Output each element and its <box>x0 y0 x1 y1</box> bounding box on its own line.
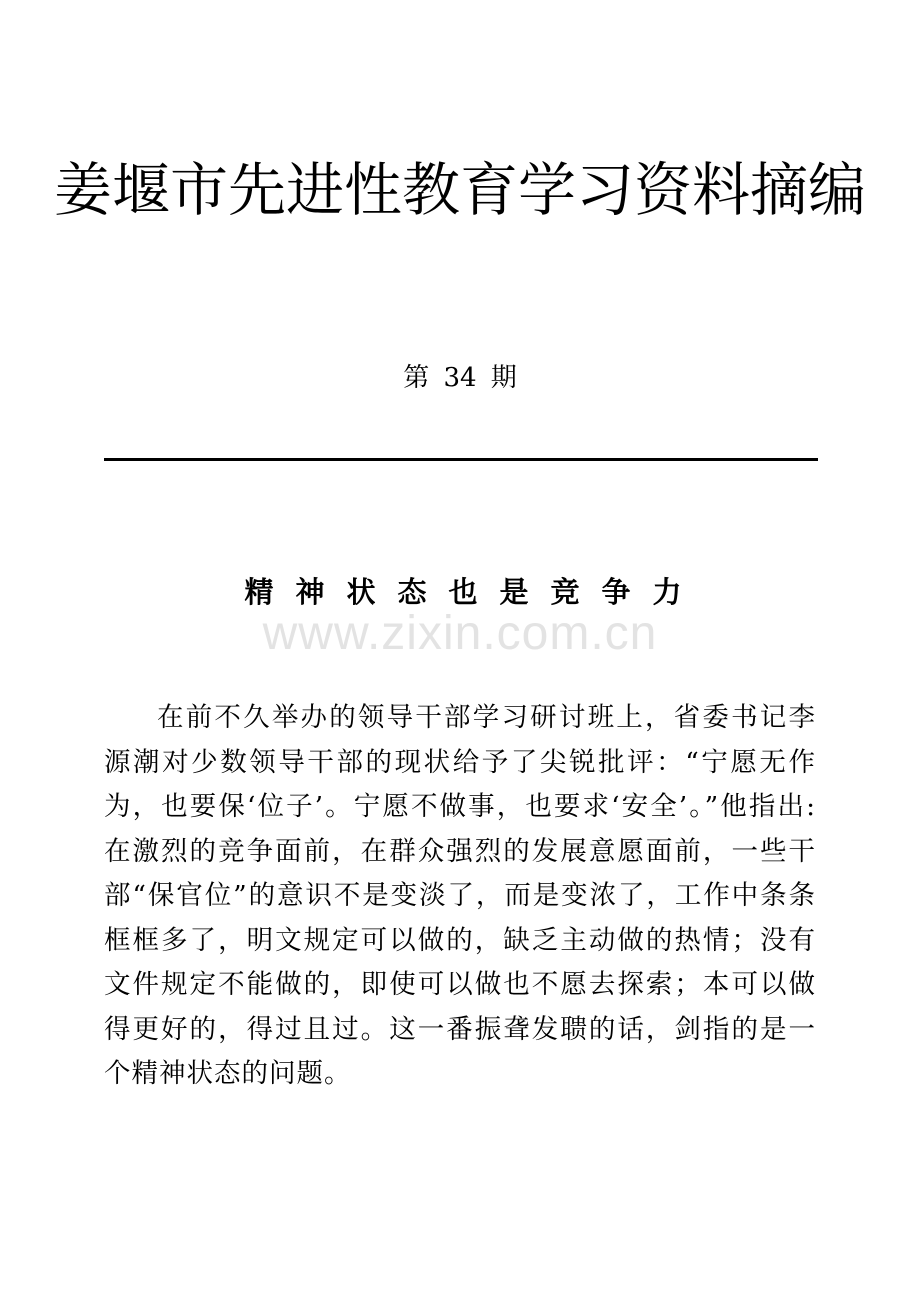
watermark: www.zixin.com.cn <box>262 607 658 660</box>
article-title: 精神状态也是竞争力 <box>244 575 704 609</box>
horizontal-divider <box>104 458 818 461</box>
body-paragraph: 在前不久举办的领导干部学习研讨班上，省委书记李源潮对少数领导干部的现状给予了尖锐批评：“宁愿无作为，也要保‘位子’。宁愿不做事，也要求‘安全’。”他指出: 在激烈的竞争面前，在群众强烈的发展意愿面前，一些干部“保官位”的意识不是变淡了，而是变浓了，工作中条条框框多了，明文规定可以做的，缺乏主动做的热情；没有文件规定不能做的，即使可以做也不愿去探索；本可以做得更好的，得过且过。这一番振聋发聩的话，剑指的是一个精神状态的问题。 <box>104 702 816 1089</box>
document-title: 姜堰市先进性教育学习资料摘编 <box>53 156 866 224</box>
issue-number: 第 34 期 <box>403 363 517 393</box>
